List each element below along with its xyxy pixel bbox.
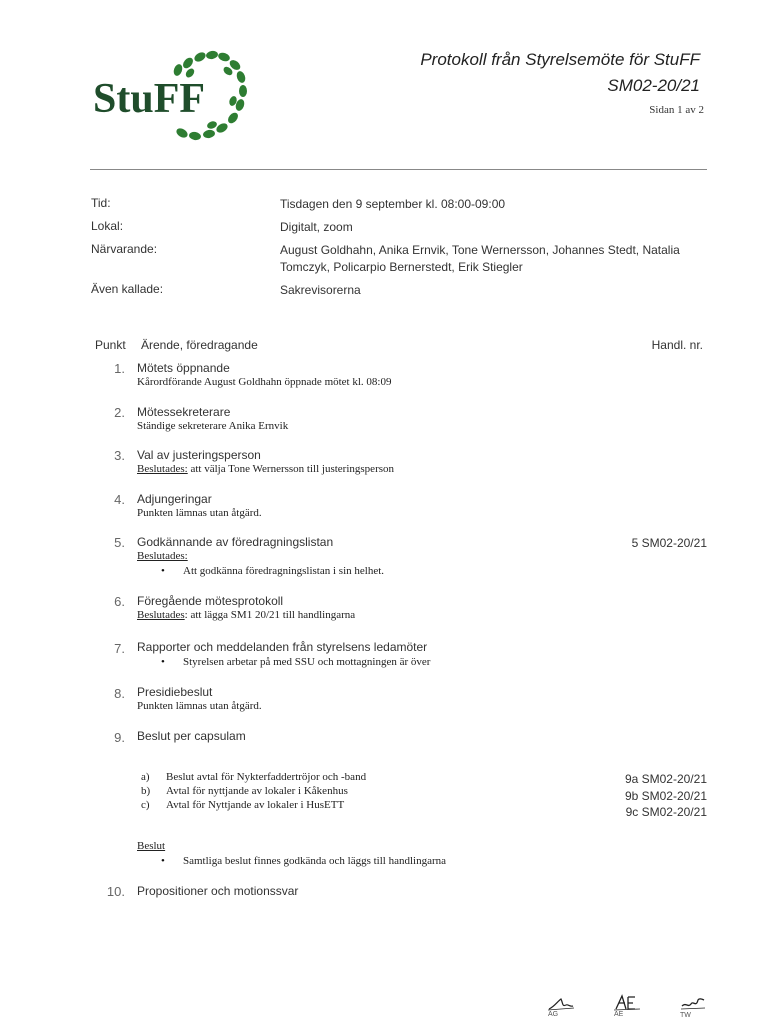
bullet-text: Att godkänna föredragningslistan i sin helhet. — [183, 565, 385, 577]
subitem-text: Avtal för Nyttjande av lokaler i HusETT — [166, 799, 345, 811]
also-invited-label: Även kallade: — [91, 282, 164, 296]
item-text: Punkten lämnas utan åtgärd. — [137, 507, 262, 519]
page-number: Sidan 1 av 2 — [649, 104, 704, 116]
decision-label: Beslutades — [137, 609, 185, 621]
item-text: Kårordförande August Goldhahn öppnade mötet kl. 08:09 — [137, 376, 392, 388]
decision-label: Beslutades: — [137, 550, 188, 562]
meeting-code: SM02-20/21 — [607, 76, 700, 95]
svg-text:AE: AE — [614, 1011, 624, 1017]
location-value: Digitalt, zoom — [280, 220, 353, 234]
item-number: 9. — [114, 730, 125, 745]
document-title: Protokoll från Styrelsemöte för StuFF — [420, 50, 700, 69]
item-reference: 5 SM02-20/21 — [631, 536, 707, 550]
item-text: Punkten lämnas utan åtgärd. — [137, 700, 262, 712]
item-title: Adjungeringar — [137, 492, 212, 506]
item-number: 5. — [114, 535, 125, 550]
item-title: Mötets öppnande — [137, 361, 230, 375]
decision-line — [137, 609, 355, 621]
bullet-text: Samtliga beslut finnes godkända och läggs till handlingarna — [183, 855, 447, 867]
subitem-text: Avtal för nyttjande av lokaler i Kåkenhus — [166, 785, 348, 797]
location-label: Lokal: — [91, 219, 124, 233]
item-title: Beslut per capsulam — [137, 729, 246, 743]
bullet-dot: • — [161, 565, 165, 577]
item-title: Propositioner och motionssvar — [137, 884, 299, 898]
subitem-reference: 9b SM02-20/21 — [624, 789, 707, 803]
subitem-letter: a) — [141, 771, 150, 783]
column-punkt: Punkt — [95, 338, 126, 352]
decision-text: : att lägga SM1 20/21 till handlingarna — [184, 609, 356, 621]
bullet-dot: • — [161, 855, 165, 867]
item-number: 10. — [106, 884, 125, 899]
item-number: 7. — [114, 641, 125, 656]
decision-line — [137, 463, 394, 475]
item-title: Föregående mötesprotokoll — [137, 594, 284, 608]
decision-label: Beslut — [137, 840, 166, 852]
item-number: 6. — [114, 594, 125, 609]
subitem-reference: 9a SM02-20/21 — [624, 772, 707, 786]
item-title: Rapporter och meddelanden från styrelsens ledamöter — [137, 640, 428, 654]
item-number: 3. — [114, 448, 125, 463]
signature-tw — [678, 994, 708, 1018]
column-arende: Ärende, föredragande — [141, 338, 258, 352]
decision-label: Beslutades: — [137, 463, 188, 475]
item-number: 2. — [114, 405, 125, 420]
svg-text:StuFF: StuFF — [93, 76, 206, 122]
item-title: Godkännande av föredragningslistan — [137, 535, 334, 549]
subitem-reference: 9c SM02-20/21 — [625, 805, 707, 819]
item-number: 8. — [114, 686, 125, 701]
subitem-letter: c) — [141, 799, 150, 811]
svg-text:AG: AG — [548, 1011, 559, 1017]
attendees-value: August Goldhahn, Anika Ernvik, Tone Wernersson, Johannes Stedt, Natalia Tomczyk, Policarpio Bernerstedt, Erik Stiegler — [280, 243, 680, 274]
time-label: Tid: — [91, 196, 111, 210]
subitem-letter: b) — [141, 785, 151, 797]
decision-text: att välja Tone Wernersson till justeringsperson — [187, 463, 395, 475]
time-value: Tisdagen den 9 september kl. 08:00-09:00 — [280, 197, 506, 211]
also-invited-value: Sakrevisorerna — [280, 283, 361, 297]
item-title: Mötessekreterare — [137, 405, 231, 419]
attendees-label: Närvarande: — [91, 242, 158, 256]
item-title: Presidiebeslut — [137, 685, 213, 699]
item-text: Ständige sekreterare Anika Ernvik — [137, 420, 289, 432]
signature-ae — [612, 993, 642, 1017]
bullet-text: Styrelsen arbetar på med SSU och mottagningen är över — [183, 656, 431, 668]
item-number: 1. — [114, 361, 125, 376]
bullet-dot: • — [161, 656, 165, 668]
subitem-text: Beslut avtal för Nykterfaddertröjor och -band — [166, 771, 367, 783]
header-divider — [90, 169, 707, 170]
svg-text:TW: TW — [680, 1012, 691, 1018]
item-number: 4. — [114, 492, 125, 507]
stuff-logo — [90, 45, 250, 145]
signature-ag — [546, 995, 576, 1017]
column-handl: Handl. nr. — [651, 338, 703, 352]
item-title: Val av justeringsperson — [137, 448, 261, 462]
